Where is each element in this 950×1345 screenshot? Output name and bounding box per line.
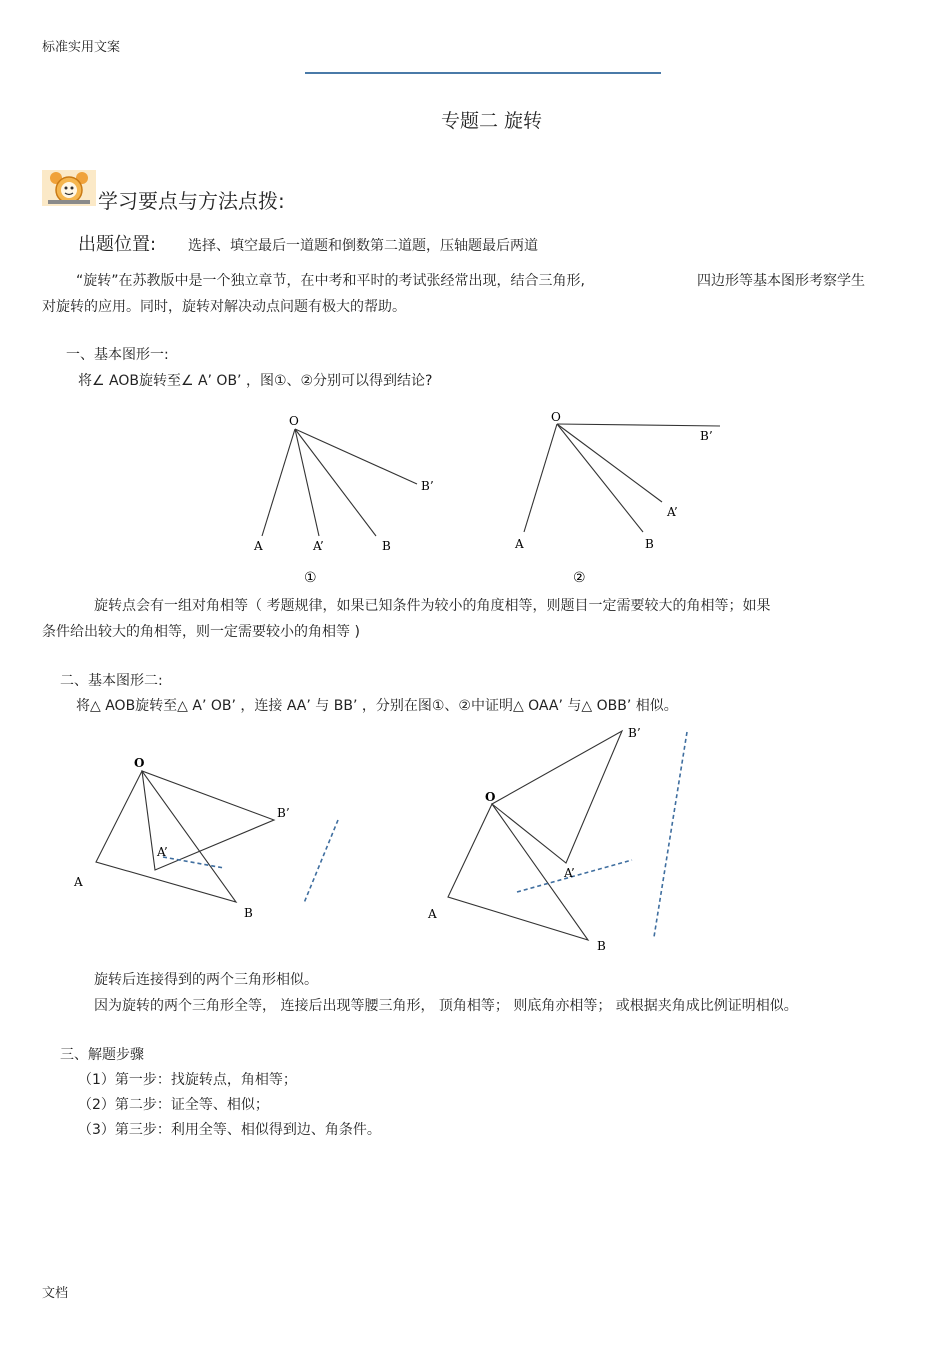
ray-OB-prime	[295, 429, 417, 484]
label-A-prime: A’	[667, 505, 678, 519]
page-title: 专题二 旋转	[441, 110, 543, 132]
label-A-prime: A’	[564, 866, 575, 880]
figure-2-2	[448, 731, 622, 940]
label-O: O	[134, 756, 145, 770]
label-B: B	[645, 537, 654, 551]
dashed-line-BB-prime	[304, 820, 338, 903]
part3-heading: 三、解题步骤	[60, 1047, 144, 1063]
part1-note-line-1: 旋转点会有一组对角相等（ 考题规律，如果已知条件为较小的角度相等，则题目一定需要较大的角相等；如果	[94, 598, 771, 614]
label-O: O	[485, 790, 496, 804]
label-B: B	[597, 939, 606, 953]
part1-note-line-2: 条件给出较大的角相等，则一定需要较小的角相等 )	[42, 624, 360, 640]
part2-task: 将△ AOB旋转至△ A’ OB’ ，连接 AA’ 与 BB’ ，分别在图①、②中证明△ OAA’ 与△ OBB’ 相似。	[76, 698, 678, 714]
figure-2-1	[96, 771, 274, 902]
dashed-line-BB-prime	[654, 732, 687, 937]
document-header-label: 标准实用文案	[42, 40, 121, 55]
triangle-A-prime-OB-prime	[492, 731, 622, 863]
figure-1-1	[262, 429, 417, 536]
label-B-prime: B’	[700, 429, 713, 443]
label-A-prime: A’	[157, 845, 168, 859]
intro-line-1-left: “旋转”在苏教版中是一个独立章节，在中考和平时的考试张经常出现，结合三角形,	[76, 273, 585, 289]
step-item: （3）第三步：利用全等、相似得到边、角条件。	[78, 1122, 381, 1138]
exam-position-text: 选择、填空最后一道题和倒数第二道题，压轴题最后两道	[188, 238, 538, 254]
part1-task: 将∠ AOB旋转至∠ A’ OB’ ，图①、②分别可以得到结论?	[78, 373, 433, 389]
figure-1-2	[524, 424, 720, 532]
part2-note-line-1: 旋转后连接得到的两个三角形相似。	[94, 972, 318, 988]
label-O: O	[289, 414, 299, 428]
part2-heading: 二、基本图形二:	[60, 673, 163, 689]
ray-OB-prime	[557, 424, 720, 426]
ray-OA	[524, 424, 557, 532]
step-item: （2）第二步：证全等、相似；	[78, 1097, 269, 1113]
triangle-AOB	[96, 771, 236, 902]
figure-caption-2: ②	[573, 570, 586, 586]
figure-caption-1: ①	[304, 570, 317, 586]
label-A: A	[74, 875, 83, 889]
label-B: B	[382, 539, 391, 553]
label-A: A	[428, 907, 437, 921]
intro-line-2: 对旋转的应用。同时，旋转对解决动点问题有极大的帮助。	[42, 299, 406, 315]
label-A: A	[254, 539, 263, 553]
label-B-prime: B’	[421, 479, 434, 493]
label-B: B	[244, 906, 253, 920]
label-A-prime: A’	[313, 539, 324, 553]
ray-OA	[262, 429, 295, 536]
step-item: （1）第一步：找旋转点，角相等；	[78, 1072, 297, 1088]
label-B-prime: B’	[628, 726, 641, 740]
intro-line-1-right: 四边形等基本图形考察学生	[697, 273, 865, 289]
label-B-prime: B’	[277, 806, 290, 820]
label-O: O	[551, 410, 561, 424]
exam-position-label: 出题位置:	[78, 234, 157, 255]
label-A: A	[515, 537, 524, 551]
document-footer-label: 文档	[42, 1286, 69, 1301]
section-heading: 学习要点与方法点拨:	[98, 189, 285, 213]
part2-note-line-2: 因为旋转的两个三角形全等， 连接后出现等腰三角形， 顶角相等； 则底角亦相等； 或根据夹角成比例证明相似。	[94, 998, 798, 1014]
part1-heading: 一、基本图形一:	[66, 347, 169, 363]
